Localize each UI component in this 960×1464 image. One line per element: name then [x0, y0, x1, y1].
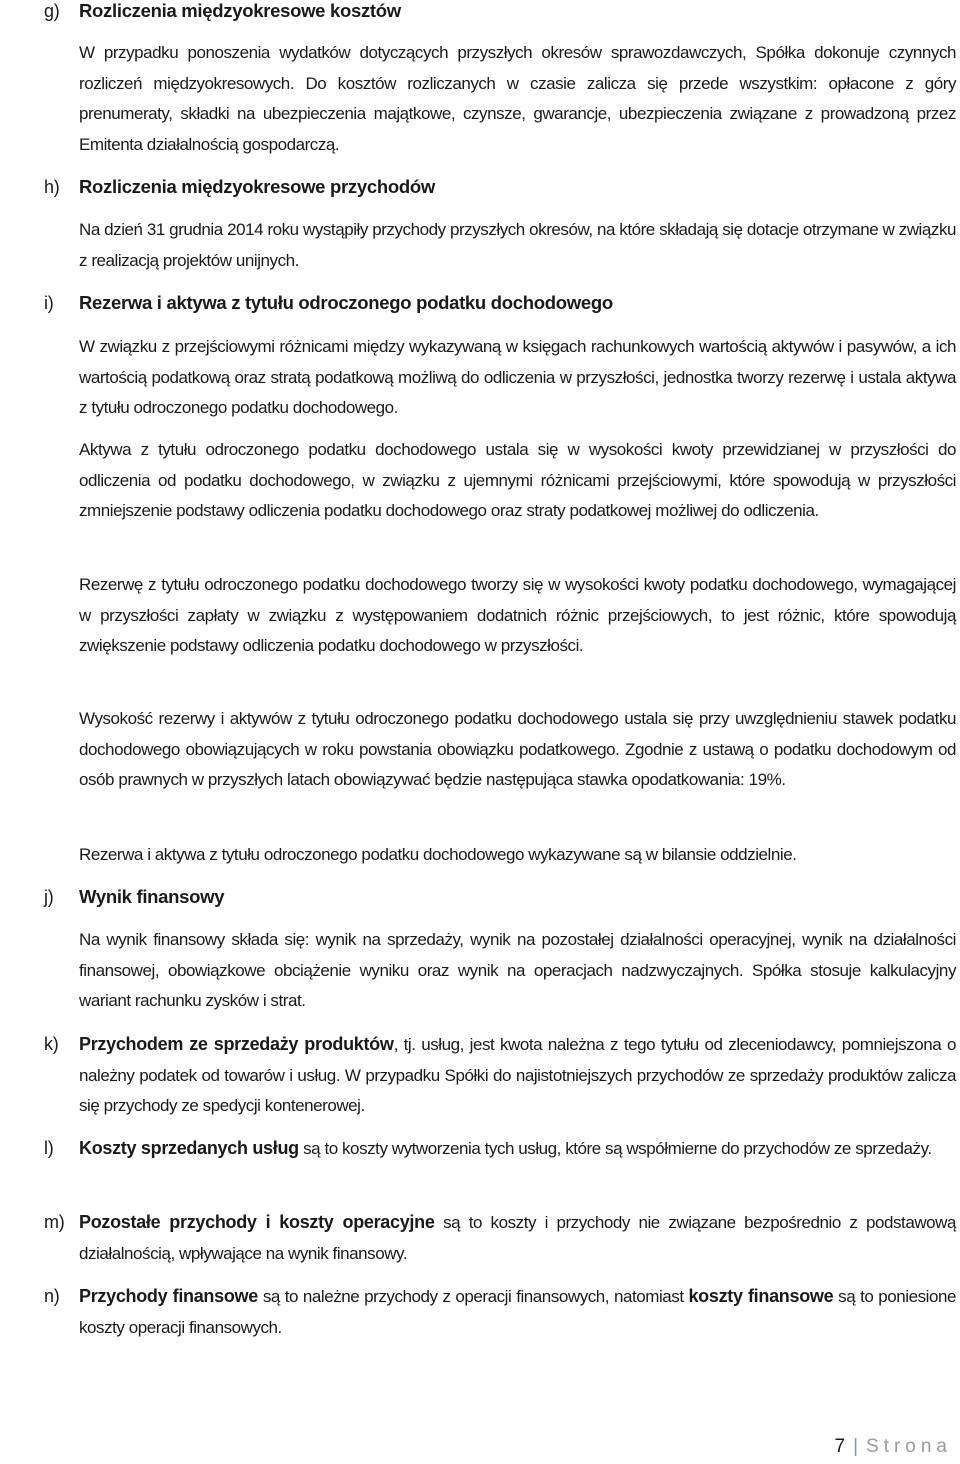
section-label: m) — [44, 1212, 65, 1232]
section-heading: Rezerwa i aktywa z tytułu odroczonego podatku dochodowego — [79, 292, 613, 313]
page-footer — [835, 1434, 953, 1460]
section-label: k) — [44, 1034, 59, 1054]
definition: są to koszty i przychody nie związane bezpośrednio z podstawową działalnością, wpływające na wynik finansowy. — [79, 1213, 956, 1263]
page-word: Strona — [866, 1436, 952, 1457]
definition: , tj. usług, jest kwota należna z tego tytułu od zleceniodawcy, pomniejszona o należny podatek od towarów i usług. W przypadku Spółki do najistotniejszych przychodów ze sprzedaży produktów zalicza się przychody ze spedycji kontenerowej. — [79, 1035, 956, 1116]
section-heading: Wynik finansowy — [79, 886, 225, 907]
term: Pozostałe przychody i koszty operacyjne — [79, 1212, 435, 1232]
section-label: j) — [44, 887, 54, 907]
section-label: h) — [44, 177, 60, 197]
section-label: g) — [44, 1, 60, 21]
section-label: i) — [44, 293, 54, 313]
term: Przychodem ze sprzedaży produktów — [79, 1034, 394, 1054]
paragraph — [79, 1133, 956, 1165]
section-label: n) — [44, 1286, 60, 1306]
paragraph — [79, 1029, 956, 1122]
term: Koszty sprzedanych usług — [79, 1138, 299, 1158]
page-number: 7 — [834, 1436, 846, 1457]
section-heading: Rozliczenia międzyokresowe kosztów — [79, 0, 401, 21]
paragraph: Rezerwę z tytułu odroczonego podatku dochodowego tworzy się w wysokości kwoty podatku dochodowego, wymagającej w przyszłości zapłaty w związku z występowaniem dodatnich różnic przejściowych, to jest różnic, które spowodują zwiększenie podstawy odliczenia podatku dochodowego w przyszłości. — [79, 575, 956, 656]
definition: są to poniesione koszty operacji finansowych. — [79, 1287, 956, 1337]
paragraph: Na dzień 31 grudnia 2014 roku wystąpiły przychody przyszłych okresów, na które składają się dotacje otrzymane w związku z realizacją projektów unijnych. — [79, 220, 956, 270]
definition: są to należne przychody z operacji finansowych, natomiast — [257, 1287, 689, 1306]
paragraph: W związku z przejściowymi różnicami między wykazywaną w księgach rachunkowych wartością aktywów i pasywów, a ich wartością podatkową oraz stratą podatkową możliwą do odliczenia w przyszłości, jednostka tworzy rezerwę i ustala aktywa z tytułu odroczonego podatku dochodowego. — [79, 337, 956, 418]
paragraph: Aktywa z tytułu odroczonego podatku dochodowego ustala się w wysokości kwoty przewidzianej w przyszłości do odliczenia od podatku dochodowego, w związku z ujemnymi różnicami przejściowymi, które spowodują w przyszłości zmniejszenie podstawy odliczenia podatku dochodowego oraz straty podatkowej możliwej do odliczenia. — [79, 440, 956, 521]
paragraph: Wysokość rezerwy i aktywów z tytułu odroczonego podatku dochodowego ustala się przy uwzględnieniu stawek podatku dochodowego obowiązujących w roku powstania obowiązku podatkowego. Zgodnie z ustawą o podatku dochodowym od osób prawnych w przyszłych latach obowiązywać będzie następująca stawka opodatkowania: 19%. — [79, 709, 956, 790]
paragraph — [79, 1281, 956, 1343]
paragraph: Na wynik finansowy składa się: wynik na sprzedaży, wynik na pozostałej działalności operacyjnej, wynik na działalności finansowej, obowiązkowe obciążenie wyniku oraz wynik na operacjach nadzwyczajnych. Spółka stosuje kalkulacyjny wariant rachunku zysków i strat. — [79, 930, 956, 1011]
definition: są to koszty wytworzenia tych usług, które są współmierne do przychodów ze sprzedaży. — [298, 1139, 932, 1158]
paragraph: Rezerwa i aktywa z tytułu odroczonego podatku dochodowego wykazywane są w bilansie oddzielnie. — [79, 845, 797, 864]
paragraph — [79, 1207, 956, 1269]
section-heading: Rozliczenia międzyokresowe przychodów — [79, 176, 435, 197]
footer-separator: | — [853, 1436, 859, 1457]
paragraph: W przypadku ponoszenia wydatków dotyczących przyszłych okresów sprawozdawczych, Spółka dokonuje czynnych rozliczeń międzyokresowych. Do kosztów rozliczanych w czasie zalicza się przede wszystkim: opłacone z góry prenumeraty, składki na ubezpieczenia majątkowe, czynsze, gwarancje, ubezpieczenia związane z prowadzoną przez Emitenta działalnością gospodarczą. — [79, 43, 956, 154]
section-label: l) — [44, 1138, 54, 1158]
term: Przychody finansowe — [79, 1286, 258, 1306]
term: koszty finansowe — [688, 1286, 834, 1306]
